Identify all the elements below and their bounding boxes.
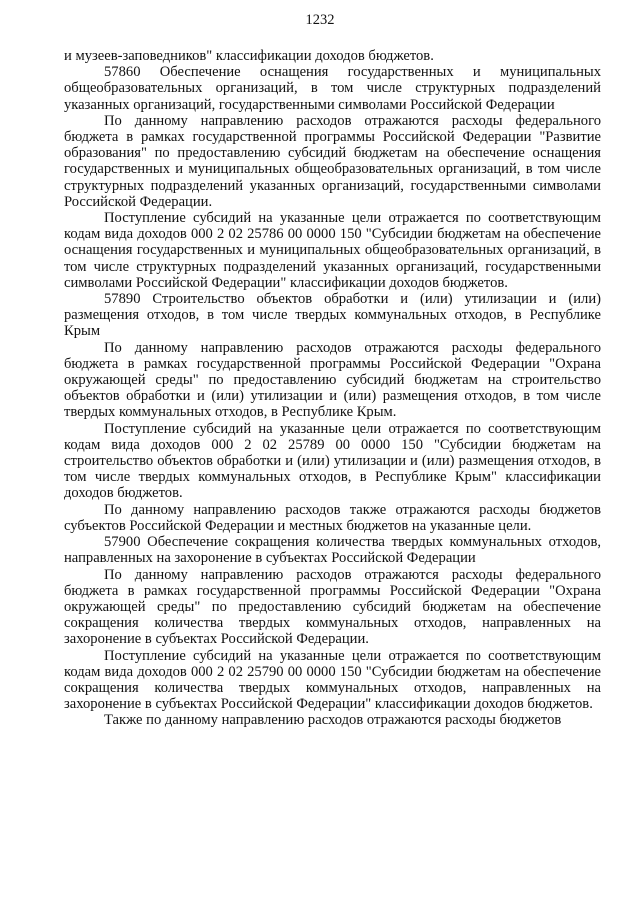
document-body: [64, 48, 601, 729]
section-heading-57860: 57860 Обеспечение оснащения государственных и муниципальных общеобразовательных организаций, в том числе структурных подразделений указанных организаций, государственными символами Российской Федерации: [64, 64, 601, 113]
page-number: 1232: [305, 12, 335, 28]
paragraph: По данному направлению расходов отражаются расходы федерального бюджета в рамках государственной программы Российской Федерации "Охрана окружающей среды" по предоставлению субсидий бюджетам на обеспечение сокращения количества твердых коммунальных отходов, направленных на захоронение в субъектах Российской Федерации.: [64, 566, 601, 648]
paragraph-continuation: и музеев-заповедников" классификации доходов бюджетов.: [64, 48, 434, 64]
section-heading-57890: 57890 Строительство объектов обработки и (или) утилизации и (или) размещения отходов, в том числе твердых коммунальных отходов, в Республике Крым: [64, 291, 601, 340]
section-heading-57900: 57900 Обеспечение сокращения количества твердых коммунальных отходов, направленных на захоронение в субъектах Российской Федерации: [64, 534, 601, 567]
paragraph: Поступление субсидий на указанные цели отражается по соответствующим кодам вида доходов 000 2 02 25790 00 0000 150 "Субсидии бюджетам на обеспечение сокращения количества твердых коммунальных отходов, направленных на захоронение в субъектах Российской Федерации" классификации доходов бюджетов.: [64, 647, 601, 713]
paragraph: По данному направлению расходов отражаются расходы федерального бюджета в рамках государственной программы Российской Федерации "Развитие образования" по предоставлению субсидий бюджетам на обеспечение оснащения государственных и муниципальных общеобразовательных организаций, в том числе структурных подразделений указанных организаций, государственными символами Российской Федерации.: [64, 112, 601, 210]
paragraph: По данному направлению расходов также отражаются расходы бюджетов субъектов Российской Федерации и местных бюджетов на указанные цели.: [64, 501, 601, 534]
paragraph: Поступление субсидий на указанные цели отражается по соответствующим кодам вида доходов 000 2 02 25789 00 0000 150 "Субсидии бюджетам на строительство объектов обработки и (или) утилизации и (или) размещения отходов, в том числе твердых коммунальных отходов, в Республике Крым" классификации доходов бюджетов.: [64, 420, 601, 502]
paragraph: Поступление субсидий на указанные цели отражается по соответствующим кодам вида доходов 000 2 02 25786 00 0000 150 "Субсидии бюджетам на обеспечение оснащения государственных и муниципальных общеобразовательных организаций, в том числе структурных подразделений указанных организаций, государственными символами Российской Федерации" классификации доходов бюджетов.: [64, 210, 601, 291]
paragraph: По данному направлению расходов отражаются расходы федерального бюджета в рамках государственной программы Российской Федерации "Охрана окружающей среды" по предоставлению субсидий бюджетам на строительство объектов обработки и (или) утилизации и (или) размещения отходов, в том числе твердых коммунальных отходов, в Республике Крым.: [64, 339, 601, 421]
paragraph: Также по данному направлению расходов отражаются расходы бюджетов: [104, 712, 562, 729]
